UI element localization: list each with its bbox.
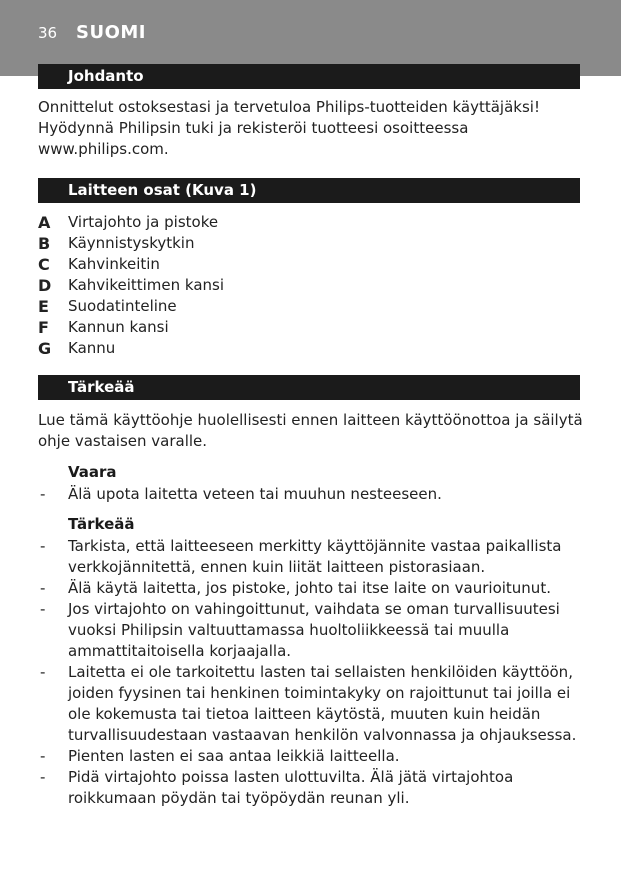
page-number: 36: [38, 24, 58, 42]
part-label: Käynnistyskytkin: [68, 234, 195, 252]
parts-item: [38, 275, 578, 296]
parts-item: [38, 296, 578, 317]
section-title-important: Tärkeää: [38, 375, 580, 400]
danger-list: [38, 484, 586, 505]
part-label: Kahvinkeitin: [68, 255, 160, 273]
part-letter: F: [38, 318, 49, 337]
caution-list: [38, 536, 586, 809]
list-item-text: Älä käytä laitetta, jos pistoke, johto tai itse laite on vaurioitunut.: [68, 579, 551, 597]
part-letter: D: [38, 276, 52, 295]
list-item-text: Laitetta ei ole tarkoitettu lasten tai sellaisten henkilöiden käyttöön, joiden fyysinen tai henkinen toimintakyky on rajoittunut tai joilla ei ole kokemusta tai tietoa laitteen käytöstä, muuten kuin heidän turvallisuudestaan vastaavan henkilön valvonnassa ja ohjauksessa.: [68, 663, 577, 744]
part-letter: E: [38, 297, 49, 316]
part-label: Virtajohto ja pistoke: [68, 213, 219, 231]
parts-item: [38, 212, 578, 233]
parts-item: [38, 233, 578, 254]
part-letter: G: [38, 339, 52, 358]
list-item-text: Pidä virtajohto poissa lasten ulottuvilta. Älä jätä virtajohtoa roikkumaan pöydän tai työpöydän reunan yli.: [68, 768, 514, 807]
part-label: Kannun kansi: [68, 318, 169, 336]
section-title-intro: Johdanto: [38, 64, 580, 89]
list-item-text: Älä upota laitetta veteen tai muuhun nesteeseen.: [68, 485, 442, 503]
dash-marker: -: [40, 663, 46, 681]
part-label: Kannu: [68, 339, 116, 357]
intro-text: Onnittelut ostoksestasi ja tervetuloa Philips-tuotteiden käyttäjäksi! Hyödynnä Philipsin tuki ja rekisteröi tuotteesi osoitteessa www.philips.com.: [38, 98, 540, 158]
list-item: [38, 578, 586, 599]
list-item: [38, 484, 586, 505]
caution-heading: Tärkeää: [68, 515, 135, 533]
parts-list: [38, 212, 578, 359]
danger-heading: Vaara: [68, 463, 117, 481]
dash-marker: -: [40, 579, 46, 597]
parts-item: [38, 317, 578, 338]
parts-item: [38, 338, 578, 359]
list-item: [38, 662, 586, 746]
part-letter: B: [38, 234, 51, 253]
dash-marker: -: [40, 600, 46, 618]
dash-marker: -: [40, 485, 46, 503]
part-label: Kahvikeittimen kansi: [68, 276, 225, 294]
list-item-text: Tarkista, että laitteeseen merkitty käyttöjännite vastaa paikallista verkkojännitettä, ennen kuin liität laitteen pistorasiaan.: [68, 537, 562, 576]
dash-marker: -: [40, 768, 46, 786]
list-item: [38, 536, 586, 578]
part-letter: C: [38, 255, 50, 274]
dash-marker: -: [40, 747, 46, 765]
part-letter: A: [38, 213, 51, 232]
list-item: [38, 746, 586, 767]
section-title-parts: Laitteen osat (Kuva 1): [38, 178, 580, 203]
parts-item: [38, 254, 578, 275]
list-item-text: Jos virtajohto on vahingoittunut, vaihdata se oman turvallisuutesi vuoksi Philipsin valtuuttamassa huoltoliikkeessä tai muulla ammattitaitoisella korjaajalla.: [68, 600, 560, 660]
language-label: SUOMI: [76, 22, 146, 43]
dash-marker: -: [40, 537, 46, 555]
part-label: Suodatinteline: [68, 297, 177, 315]
important-text: Lue tämä käyttöohje huolellisesti ennen laitteen käyttöönottoa ja säilytä ohje vastaisen varalle.: [38, 411, 583, 450]
list-item-text: Pienten lasten ei saa antaa leikkiä laitteella.: [68, 747, 400, 765]
list-item: [38, 767, 586, 809]
list-item: [38, 599, 586, 662]
